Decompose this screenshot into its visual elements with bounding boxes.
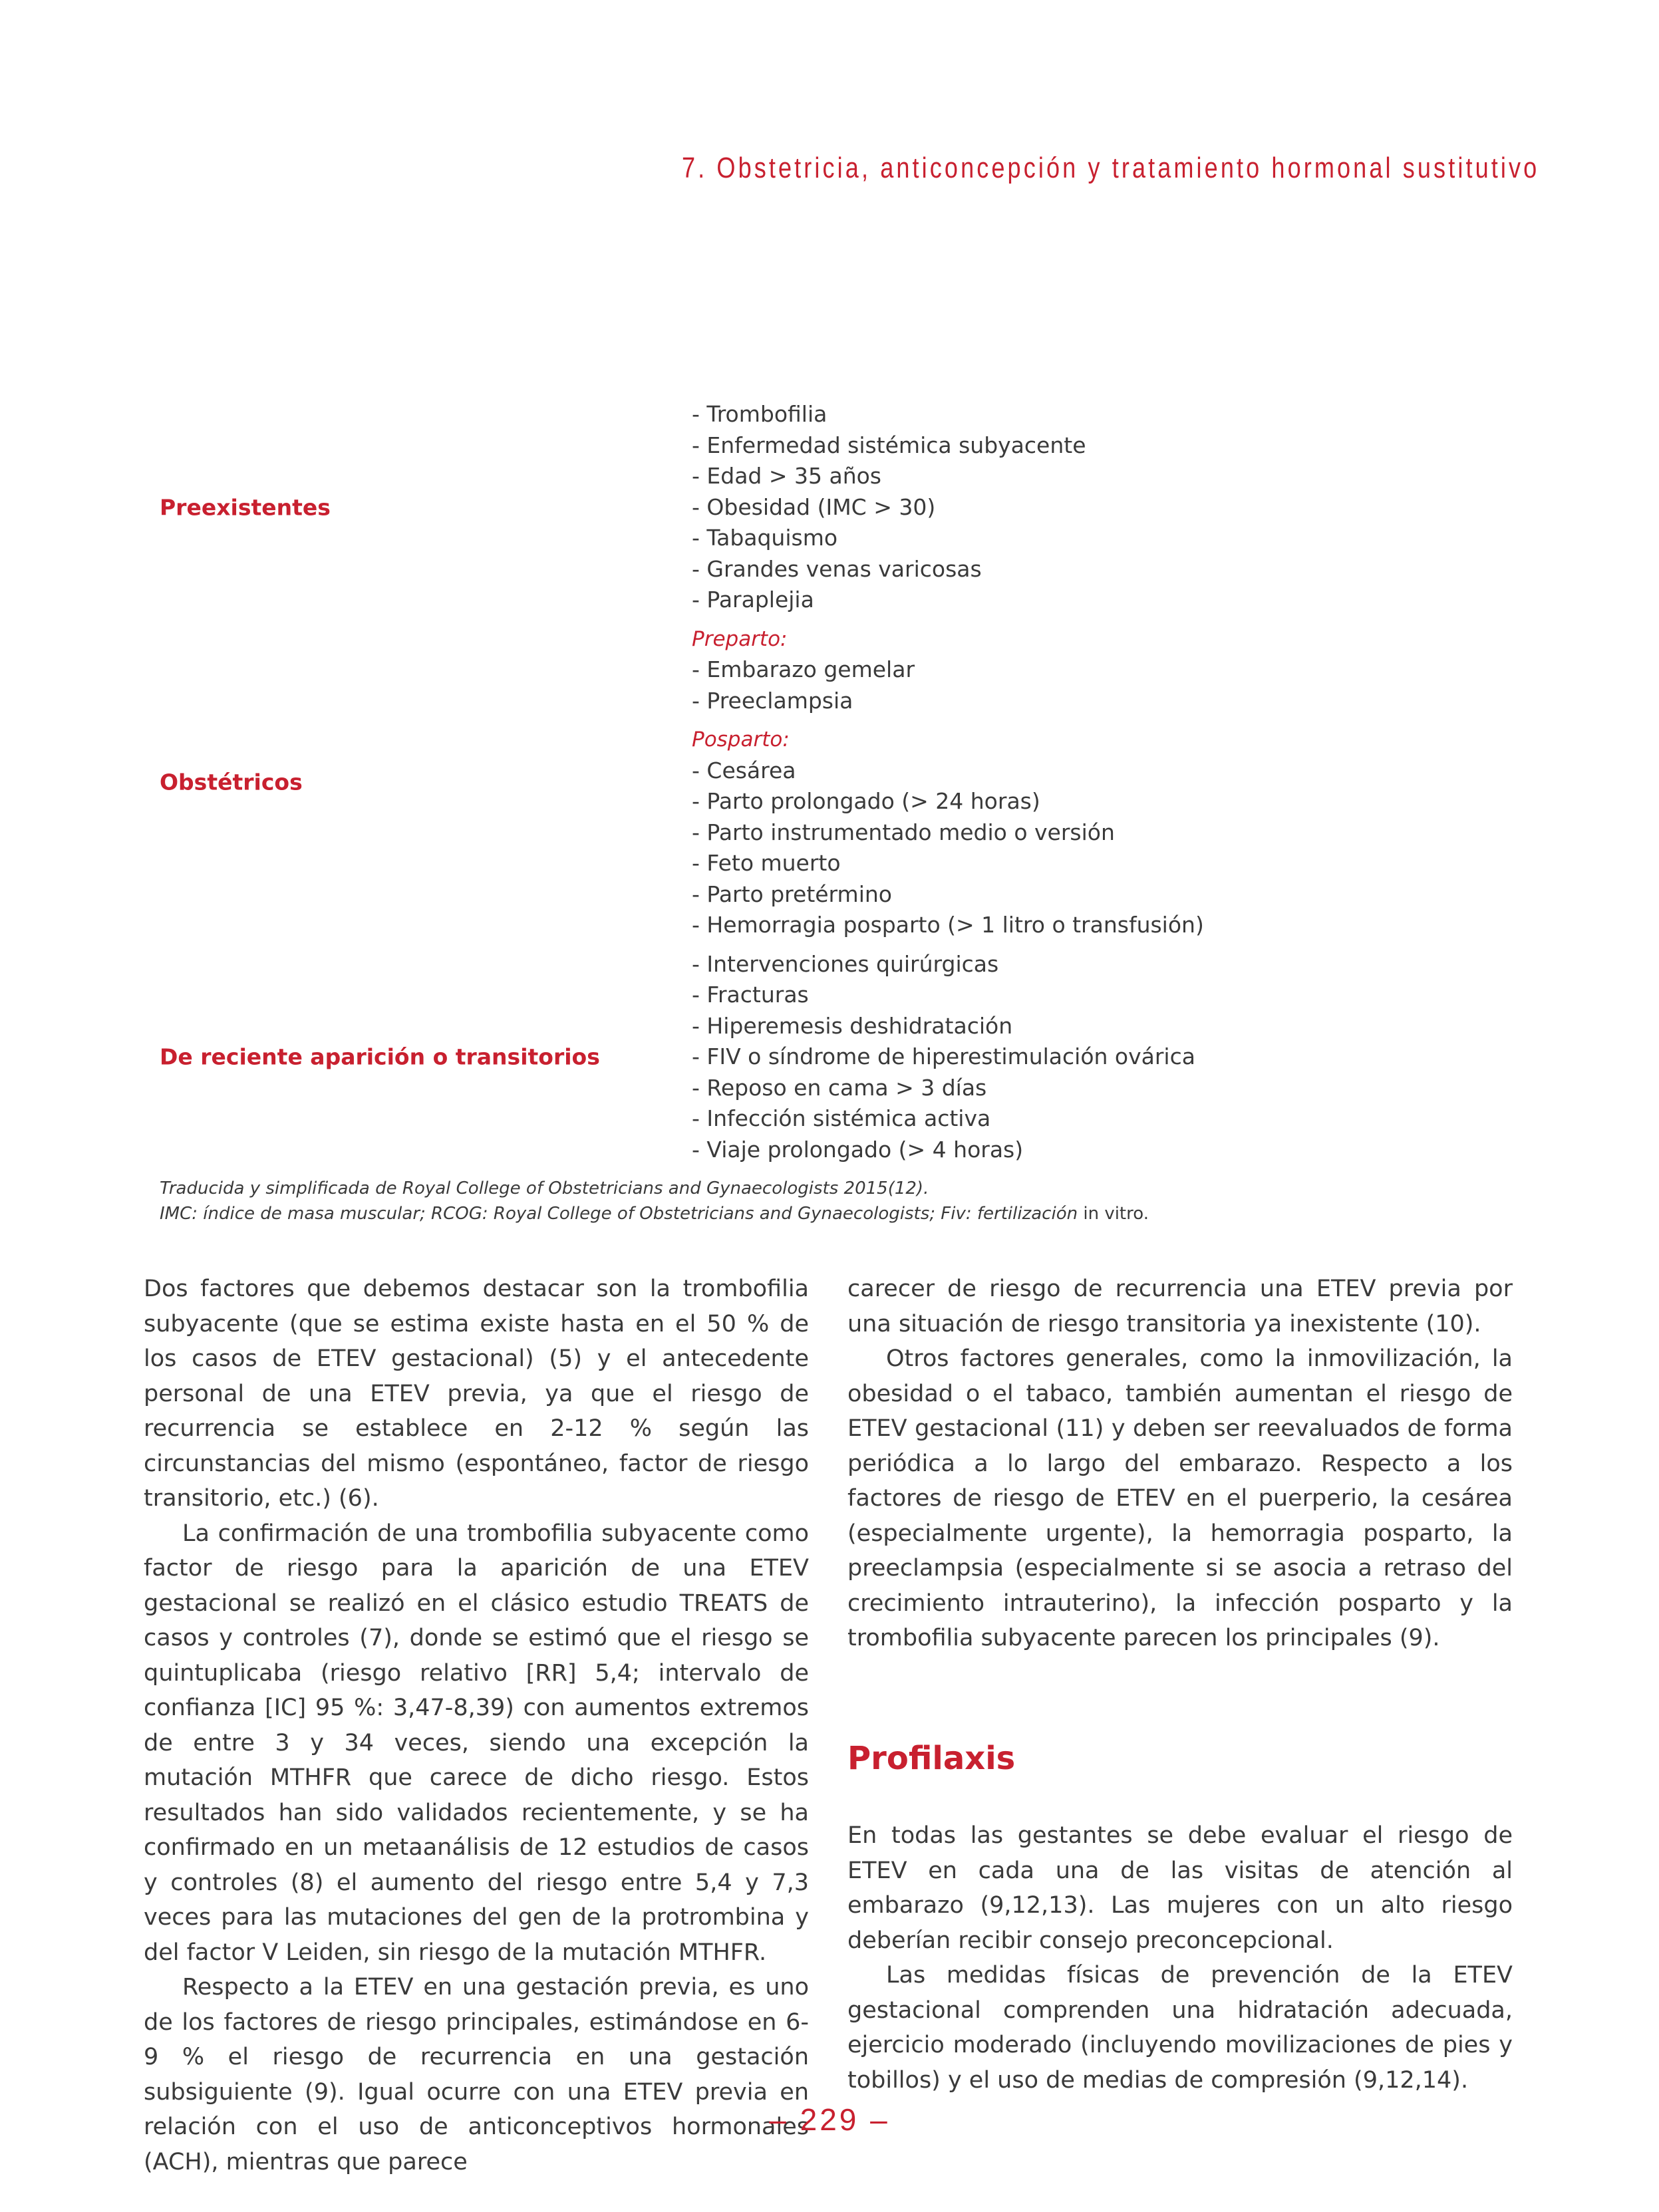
body-column-right — [847, 1272, 1513, 2098]
list-item: - Reposo en cama > 3 días — [692, 1074, 987, 1101]
paragraph: Dos factores que debemos destacar son la trombofilia subyacente (que se estima existe hasta en el 50 % de los casos de ETEV gestacional) (5) y el antecedente personal de una ETEV previa, ya que el riesgo de recurrencia se establece en 2-12 % según las circunstancias del mismo (espontáneo, factor de riesgo transitorio, etc.) (6). — [144, 1276, 809, 1512]
list-item: - Parto pretérmino — [692, 881, 892, 907]
category-label: Obstétricos — [160, 769, 303, 795]
list-item: - Enfermedad sistémica subyacente — [692, 432, 1086, 458]
list-item: - Tabaquismo — [692, 525, 838, 551]
list-item: - Parto prolongado (> 24 horas) — [692, 788, 1040, 814]
list-item: - Feto muerto — [692, 850, 841, 876]
row-obstetricos — [160, 624, 1490, 941]
item-list — [692, 624, 1490, 941]
footnote-in-vitro: in vitro. — [1078, 1204, 1149, 1224]
list-item: - Preeclampsia — [692, 687, 853, 714]
section-title: Profilaxis — [847, 1739, 1016, 1777]
item-list — [692, 949, 1490, 1166]
paragraph: La confirmación de una trombofilia subyacente como factor de riesgo para la aparición de una ETEV gestacional se realizó en el clásico estudio TREATS de casos y controles (7), donde se estimó que el riesgo se quintuplicaba (riesgo relativo [RR] 5,4; intervalo de confianza [IC] 95 %: 3,47-8,39) con aumentos extremos de entre 3 y 34 veces, siendo una excepción la mutación MTHFR que carece de dicho riesgo. Estos resultados han sido validados recientemente, y se ha confirmado en un metaanálisis de 12 estudios de casos y controles (8) el aumento del riesgo entre 5,4 y 7,3 veces para las mutaciones del gen de la protrombina y del factor V Leiden, sin riesgo de la mutación MTHFR. — [144, 1520, 809, 1966]
list-item: - Fracturas — [692, 982, 809, 1008]
list-item: - Intervenciones quirúrgicas — [692, 950, 999, 977]
list-item: - Infección sistémica activa — [692, 1105, 991, 1131]
table-footnotes — [160, 1176, 1149, 1226]
subheading-preparto: Preparto: — [692, 626, 788, 651]
paragraph: Otros factores generales, como la inmovilización, la obesidad o el tabaco, también aumentan el riesgo de ETEV gestacional (11) y deben ser reevaluados de forma periódica a lo largo del embarazo. Respecto a los factores de riesgo de ETEV en el puerperio, la cesárea (especialmente urgente), la hemorragia posparto, la preeclampsia (especialmente si se asocia a retraso del crecimiento intrauterino), la infección posparto y la trombofilia subyacente parecen los principales (9). — [847, 1345, 1513, 1651]
category-label: Preexistentes — [160, 494, 331, 521]
list-item: - Hemorragia posparto (> 1 litro o transfusión) — [692, 912, 1204, 938]
body-column-left — [144, 1272, 809, 2179]
chapter-title: 7. Obstetricia, anticoncepción y tratamiento hormonal sustitutivo — [681, 152, 1539, 184]
page-number: – 229 – — [769, 2102, 890, 2137]
risk-factors-table — [160, 399, 1490, 1165]
list-item: - Viaje prolongado (> 4 horas) — [692, 1136, 1024, 1163]
paragraph: carecer de riesgo de recurrencia una ETEV previa por una situación de riesgo transitoria ya inexistente (10). — [847, 1276, 1513, 1337]
list-item: - Obesidad (IMC > 30) — [692, 493, 936, 520]
list-item: - Edad > 35 años — [692, 463, 881, 489]
paragraph: Las medidas físicas de prevención de la ETEV gestacional comprenden una hidratación adecuada, ejercicio moderado (incluyendo movilizaciones de pies y tobillos) y el uso de medias de compresión (9,12,14). — [847, 1962, 1513, 2094]
item-list — [692, 399, 1490, 616]
subheading-posparto: Posparto: — [692, 728, 790, 752]
row-preexistentes — [160, 399, 1490, 616]
list-item: - Parto instrumentado medio o versión — [692, 819, 1115, 845]
list-item: - Paraplejia — [692, 587, 814, 613]
list-item: - Embarazo gemelar — [692, 656, 915, 682]
category-label: De reciente aparición o transitorios — [160, 1043, 600, 1070]
list-item: - Trombofilia — [692, 401, 828, 427]
list-item: - Hiperemesis deshidratación — [692, 1012, 1013, 1039]
list-item: - Cesárea — [692, 757, 796, 783]
footnote-abbreviations-text: IMC: índice de masa muscular; RCOG: Royal College of Obstetricians and Gynaecologists; Fiv: fertilización — [160, 1204, 1078, 1224]
paragraph: En todas las gestantes se debe evaluar el riesgo de ETEV en cada una de las visitas de atención al embarazo (9,12,13). Las mujeres con un alto riesgo deberían recibir consejo preconcepcional. — [847, 1822, 1513, 1954]
list-item: - Grandes venas varicosas — [692, 555, 982, 582]
row-transitorios — [160, 949, 1490, 1166]
list-item: - FIV o síndrome de hiperestimulación ovárica — [692, 1043, 1195, 1069]
paragraph: Respecto a la ETEV en una gestación previa, es uno de los factores de riesgo principales, estimándose en 6-9 % el riesgo de recurrencia en una gestación subsiguiente (9). Igual ocurre con una ETEV previa en relación con el uso de anticonceptivos hormonales (ACH), mientras que parece — [144, 1974, 809, 2175]
footnote-abbreviations — [160, 1201, 1149, 1226]
footnote-source: Traducida y simplificada de Royal College of Obstetricians and Gynaecologists 2015(12). — [160, 1178, 929, 1198]
